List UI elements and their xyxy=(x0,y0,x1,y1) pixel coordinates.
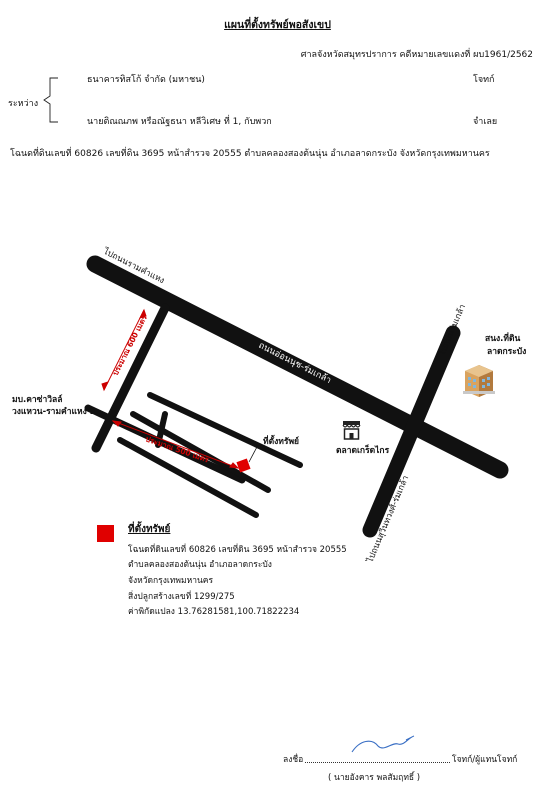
page-title: แผนที่ตั้งทรัพย์พอสังเขป xyxy=(224,19,331,31)
court-case: ศาลจังหวัดสมุทรปราการ คดีหมายเลขแดงที่ ผบ1961/2562 xyxy=(300,50,533,60)
label-village-2: วงแหวน-รามคำแหง 2 xyxy=(12,407,96,417)
label-market: ตลาดเกร็ดไกร xyxy=(336,446,390,456)
legend-title: ที่ตั้งทรัพย์ xyxy=(128,524,171,535)
signatory-name: ( นายอังคาร พลสัมฤทธิ์ ) xyxy=(328,773,421,783)
market-icon xyxy=(343,421,360,439)
legend-line: จังหวัดกรุงเทพมหานคร xyxy=(128,576,214,586)
property-leader xyxy=(249,445,258,462)
legend-line: โฉนดที่ดินเลขที่ 60826 เลขที่ดิน 3695 หน้าสำรวจ 20555 xyxy=(128,545,347,555)
label-distance-600: ประมาณ 600 เมตร xyxy=(110,313,149,377)
label-ramkhamhaeng: ไปถนนรามคำแหง xyxy=(101,246,166,287)
label-distance-500: ประมาณ 500 เมตร xyxy=(144,434,210,465)
signature-line xyxy=(305,762,450,763)
label-suwinthawong: ไปถนนสุวินทวงศ์-ร่มเกล้า xyxy=(365,474,412,565)
label-onnut: ถนนอ่อนนุช-ร่มเกล้า xyxy=(256,340,333,387)
road-soi-upper xyxy=(150,395,300,465)
label-romklao: ไปถนนร่มเกล้า xyxy=(437,302,469,358)
building-icon xyxy=(463,365,495,397)
label-land-office-1: สนง.ที่ดิน xyxy=(485,334,521,344)
signature-suffix: โจทก์/ผู้แทนโจทก์ xyxy=(452,755,518,765)
plaintiff-role: โจทก์ xyxy=(473,75,495,85)
signature-prefix: ลงชื่อ xyxy=(283,755,304,765)
defendant-name: นายติณณภพ หรือณัฐธนา หลีวิเศษ ที่ 1, กับพวก xyxy=(87,117,272,127)
legend-line: สิ่งปลูกสร้างเลขที่ 1299/275 xyxy=(128,592,235,602)
legend-marker xyxy=(97,525,114,542)
label-land-office-2: ลาดกระบัง xyxy=(487,347,527,357)
legend-line: ค่าพิกัดแปลง 13.76281581,100.71822234 xyxy=(128,607,300,617)
label-property: ที่ตั้งทรัพย์ xyxy=(263,437,300,447)
label-village-1: มบ.คาซ่าวิลล์ xyxy=(12,395,63,405)
between-label: ระหว่าง xyxy=(8,99,39,109)
legend-line: ตำบลคลองสองต้นนุ่น อำเภอลาดกระบัง xyxy=(128,560,272,570)
deed-line: โฉนดที่ดินเลขที่ 60826 เลขที่ดิน 3695 หน้าสำรวจ 20555 ตำบลคลองสองต้นนุ่น อำเภอลาดกระบัง จังหวัดกรุงเทพมหานคร xyxy=(10,149,490,159)
defendant-role: จำเลย xyxy=(473,117,498,127)
plaintiff-name: ธนาคารทิสโก้ จำกัด (มหาชน) xyxy=(87,75,205,85)
